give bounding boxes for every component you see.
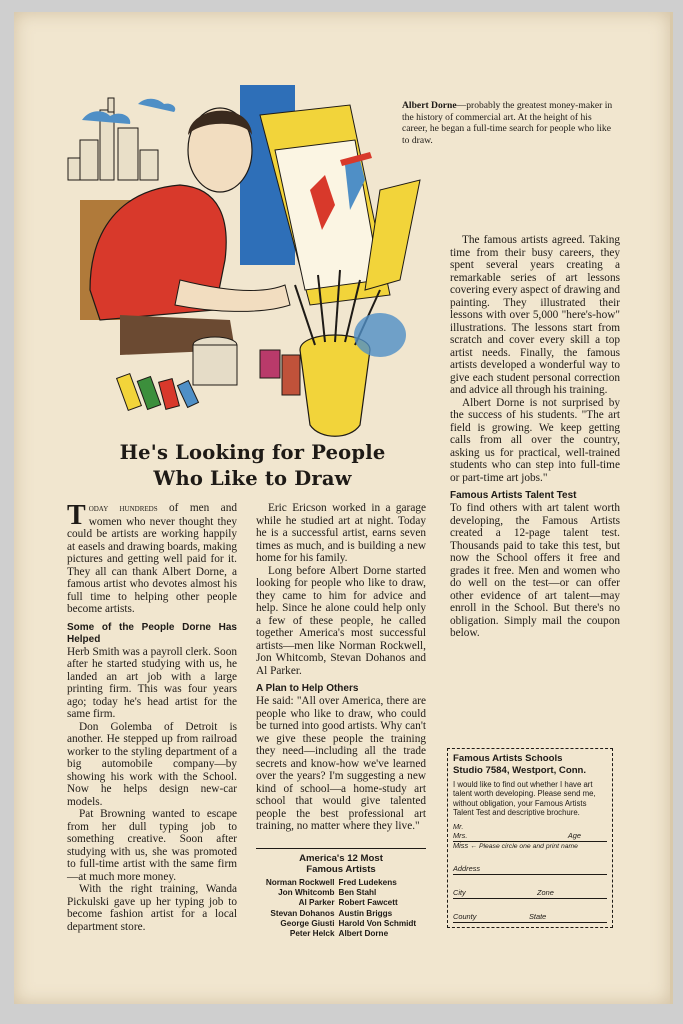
artist-row xyxy=(264,898,418,908)
text-column-1 xyxy=(67,502,237,933)
text-column-2 xyxy=(256,502,426,833)
artist-name: Jon Whitcomb xyxy=(278,888,335,898)
artist-name: Fred Ludekens xyxy=(338,878,397,887)
name-note-row xyxy=(453,842,607,852)
artists-table xyxy=(264,878,418,939)
county-state-field[interactable] xyxy=(453,909,607,923)
paint-tubes xyxy=(117,374,199,411)
coupon-address: Studio 7584, Westport, Conn. xyxy=(453,764,587,776)
page-headline xyxy=(60,440,445,492)
address-label: Address xyxy=(453,864,481,874)
paragraph-herb-smith: Herb Smith was a payroll clerk. Soon after he started studying with us, he landed an art job with a large printing firm. This was four years ago; today he's head artist for the same firm. xyxy=(67,645,237,720)
artists-title-line-1: America's 12 Most xyxy=(299,853,383,864)
artists-title xyxy=(256,853,426,875)
arm xyxy=(175,280,290,311)
coupon-body: I would like to find out whether I have art talent worth developing. Please send me, without obligation, your Famous Artists Talent Test and descriptive brochure. xyxy=(453,780,596,817)
title-miss[interactable]: Miss xyxy=(453,840,469,850)
city-zone-field[interactable] xyxy=(453,885,607,899)
circle-note: ← Please circle one and print name xyxy=(470,842,578,850)
ink-bottle xyxy=(260,350,280,378)
coupon-name-block xyxy=(453,823,607,851)
lead-smallcaps: oday hundreds xyxy=(88,503,158,514)
city-label: City xyxy=(453,888,466,898)
paragraph-not-surprised: Albert Dorne is not surprised by the success of his students. "The art field is growing. We keep getting calls from all over the country, asking us for practical, well-trained students who can step into full-time or part-time art jobs." xyxy=(450,396,620,484)
paragraph-pat-browning: Pat Browning wanted to escape from her dull typing job to something creative. Soon after studying with us, she was promoted to full-time artist with the same firm—at much more money. xyxy=(67,808,237,883)
age-label: Age xyxy=(567,830,581,840)
second-easel xyxy=(365,180,420,290)
text-column-3 xyxy=(450,234,620,640)
artist-name: Harold Von Schmidt xyxy=(338,918,417,928)
coupon-school-name: Famous Artists Schools xyxy=(453,753,563,764)
subheading-people-helped: Some of the People Dorne Has Helped xyxy=(67,621,237,645)
zone-label: Zone xyxy=(537,888,554,898)
artist-row xyxy=(264,878,418,888)
intro-paragraph xyxy=(67,502,237,616)
paragraph-wanda-pickulski: With the right training, Wanda Pickulski gave up her typing job to become fashion artist for a local department store. xyxy=(67,883,237,933)
headline-line-2: Who Like to Draw xyxy=(153,467,352,490)
paragraph-famous-artists-agreed: The famous artists agreed. Taking time from their busy careers, they spent several years creating a remarkable series of art lessons covering every aspect of drawing and painting. They illustrated their lessons with over 5,000 "here's-how" illustrations. The lessons start from scratch and cover every skill a top artist needs. Finally, the famous artists developed a wonderful way to give each student personal correction and advice all through his training. xyxy=(450,234,620,396)
intro-text: of men and women who never thought they could be artists are working happily at easels and drawing boards, making pictures and getting well paid for it. They all can thank Albert Dorne, a famous artist who devotes almost his full time to helping other people become artists. xyxy=(67,502,237,615)
artist-row xyxy=(264,919,418,929)
title-mrs[interactable]: Mrs. xyxy=(453,830,468,840)
artist-name: Peter Helck xyxy=(289,929,335,939)
artist-name: Stevan Dohanos xyxy=(270,908,335,918)
illustration-caption xyxy=(402,100,617,146)
artist-row xyxy=(264,909,418,919)
cloud-icon xyxy=(138,99,175,112)
blue-bowl xyxy=(354,313,406,357)
paragraph-he-said: He said: "All over America, there are people who like to draw, who could be turned into good artists. Why can't we give these people the training they need—including all the trade secrets and know-how we've learned over the years? I'm suggesting a new kind of school—a home-study art school that would give talented people the best professional art training, no matter where they live." xyxy=(256,695,426,832)
name-field[interactable] xyxy=(453,832,607,842)
headline-line-1: He's Looking for People xyxy=(119,441,386,464)
famous-artists-list xyxy=(256,848,426,939)
subheading-talent-test: Famous Artists Talent Test xyxy=(450,490,577,501)
artist-row xyxy=(264,929,418,939)
state-label: State xyxy=(529,912,547,922)
title-mr[interactable]: Mr. xyxy=(453,822,464,832)
artist-name: Robert Fawcett xyxy=(338,898,398,908)
artist-name: Austin Briggs xyxy=(338,908,393,918)
paragraph-don-golemba: Don Golemba of Detroit is another. He stepped up from railroad worker to the styling department of a big automobile company—by showing his work with the School. Now he helps design new-car models. xyxy=(67,720,237,808)
paragraph-talent-test: To find others with art talent worth developing, the Famous Artists created a 12-page talent test. Thousands paid to take this test, but now the School offers it free and grades it free. Men and women who do well on the test—or can offer other evidence of art talent—may enroll in the School. But there's no obligation. Simply mail the coupon below. xyxy=(450,502,620,639)
paragraph-long-before: Long before Albert Dorne started looking for people who like to draw, they came to him for advice and help. Since he alone could help only a few of these people, he called together America's most successful artists—men like Norman Rockwell, Jon Whitcomb, Stevan Dohanos and Al Parker. xyxy=(256,564,426,677)
artists-title-line-2: Famous Artists xyxy=(306,864,376,875)
artist-name: Ben Stahl xyxy=(338,888,377,898)
caption-text: —probably the greatest money-maker in the history of commercial art. At the height of his career, he began a full-time search for people who like to draw. xyxy=(402,100,613,146)
county-label: County xyxy=(453,912,477,922)
artist-name: Norman Rockwell xyxy=(265,878,335,887)
mail-coupon[interactable] xyxy=(447,748,613,928)
artist-row xyxy=(264,888,418,898)
artist-name: George Giusti xyxy=(280,918,335,928)
albert-dorne-illustration xyxy=(60,80,440,450)
artist-name: Al Parker xyxy=(298,898,335,908)
city-skyline xyxy=(68,98,158,180)
artist-name: Albert Dorne xyxy=(338,929,389,939)
paragraph-eric-ericson: Eric Ericson worked in a garage while he studied art at night. Today he is a successful artist, earns seven times as much, and is building a new home for his family. xyxy=(256,502,426,564)
drop-cap: T xyxy=(67,500,86,531)
paint-jar xyxy=(193,345,237,385)
subheading-plan: A Plan to Help Others xyxy=(256,683,359,694)
ink-bottle xyxy=(282,355,300,395)
address-field[interactable] xyxy=(453,861,607,875)
caption-name: Albert Dorne xyxy=(402,100,457,111)
brush-vase xyxy=(300,335,370,436)
